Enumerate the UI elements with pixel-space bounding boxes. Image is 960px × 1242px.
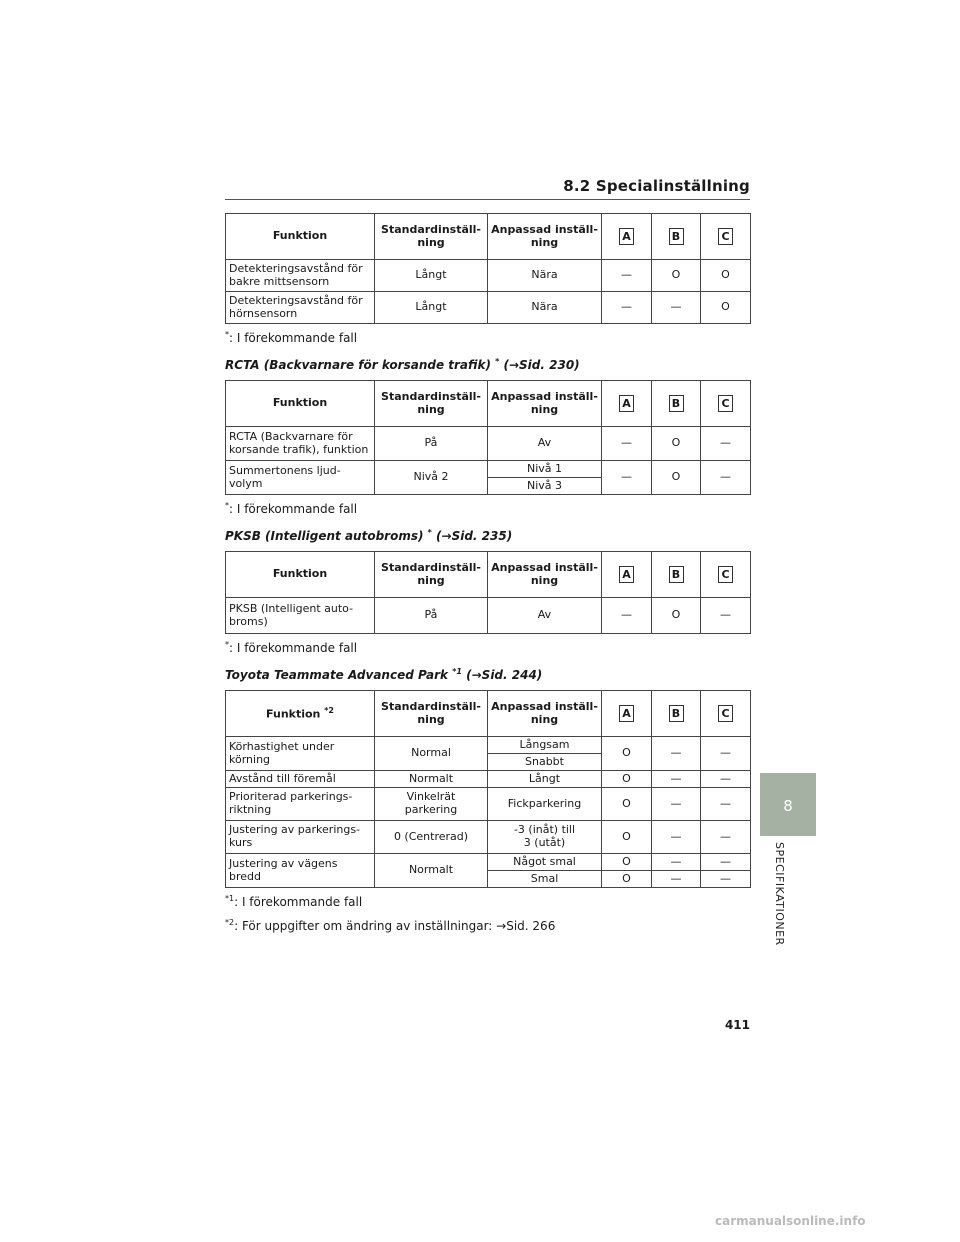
footnote-text: : I förekommande fall [229,502,358,516]
footnote-mark: *1 [225,894,235,903]
page-reference-link[interactable]: (→Sid. 230) [503,358,580,372]
cell-funktion: PKSB (Intelligent auto- broms) [226,598,375,634]
cell-a: — [602,461,652,495]
header-a [602,552,652,598]
cell-c: O [701,260,751,292]
table-header-row [226,381,751,427]
cell-b: — [652,737,701,771]
cell-standard: Normalt [375,854,488,888]
table-row [226,260,751,292]
table-row [226,737,751,754]
cell-b: — [652,771,701,788]
table-row [226,292,751,324]
cell-c: — [701,598,751,634]
cell-funktion: Detekteringsavstånd för hörnsensorn [226,292,375,324]
badge-c-icon: C [718,566,733,583]
section-heading-toyota [225,667,750,682]
header-standard: Standardinställ- ning [375,381,488,427]
cell-anpassad: Nära [488,292,602,324]
header-a [602,381,652,427]
footnote [225,330,750,345]
cell-anpassad: Något smal [488,854,602,871]
header-standard: Standardinställ- ning [375,214,488,260]
header-b [652,691,701,737]
badge-b-icon: B [669,395,684,412]
cell-a: O [602,821,652,854]
badge-a-icon: A [619,395,634,412]
cell-a: O [602,737,652,771]
header-c [701,552,751,598]
badge-c-icon: C [718,705,733,722]
header-funktion [226,691,375,737]
cell-standard: Normal [375,737,488,771]
watermark: carmanualsonline.info [715,1214,866,1228]
cell-funktion: Justering av vägens bredd [226,854,375,888]
cell-b: — [652,788,701,821]
footnote-text: : För uppgifter om ändring av inställningar: →Sid. 266 [234,919,556,933]
header-standard: Standardinställ- ning [375,691,488,737]
cell-b: — [652,871,701,888]
footnote-mark: * [225,640,229,649]
footnote [225,894,750,909]
chapter-number: 8 [783,797,793,815]
section-mark: * [427,528,432,537]
section-heading-rcta [225,357,750,372]
footnote-text: : I förekommande fall [229,331,358,345]
cell-a: O [602,854,652,871]
table-row [226,854,751,871]
footnote-mark: * [225,330,229,339]
header-funktion-text: Funktion [266,707,321,721]
cell-b: — [652,821,701,854]
cell-anpassad: Av [488,427,602,461]
footnote-text: : I förekommande fall [234,895,363,909]
page-number: 411 [724,1018,750,1032]
table-header-row [226,691,751,737]
cell-anpassad: Nivå 1 [488,461,602,478]
header-rule [225,199,750,200]
badge-a-icon: A [619,705,634,722]
settings-table-rcta [225,380,751,495]
header-funktion: Funktion [226,214,375,260]
section-heading-pksb [225,528,750,543]
footnote [225,640,750,655]
badge-b-icon: B [669,566,684,583]
footnote-mark: * [225,501,229,510]
cell-anpassad: Långt [488,771,602,788]
cell-anpassad: Snabbt [488,754,602,771]
cell-b: — [652,292,701,324]
cell-b: — [652,854,701,871]
section-title: 8.2 Specialinställning [563,177,750,195]
cell-anpassad: -3 (inåt) till 3 (utåt) [488,821,602,854]
chapter-tab[interactable] [760,773,816,836]
section-title-text: RCTA (Backvarnare för korsande trafik) [225,358,491,372]
header-anpassad: Anpassad inställ- ning [488,552,602,598]
section-mark: * [495,357,500,366]
header-funktion: Funktion [226,552,375,598]
cell-anpassad: Långsam [488,737,602,754]
badge-a-icon: A [619,228,634,245]
cell-funktion: Justering av parkerings- kurs [226,821,375,854]
cell-c: — [701,821,751,854]
header-b [652,552,701,598]
table-header-row [226,552,751,598]
cell-standard: Nivå 2 [375,461,488,495]
cell-b: O [652,260,701,292]
badge-c-icon: C [718,228,733,245]
cell-b: O [652,427,701,461]
section-title-text: PKSB (Intelligent autobroms) [225,529,424,543]
header-b [652,214,701,260]
badge-a-icon: A [619,566,634,583]
cell-anpassad: Nära [488,260,602,292]
cell-a: — [602,260,652,292]
chapter-label: SPECIFIKATIONER [773,842,786,946]
header-funktion: Funktion [226,381,375,427]
table-row [226,821,751,854]
cell-anpassad: Smal [488,871,602,888]
cell-standard: 0 (Centrerad) [375,821,488,854]
cell-standard: På [375,598,488,634]
cell-a: O [602,871,652,888]
header-c [701,381,751,427]
cell-c: — [701,871,751,888]
header-anpassad: Anpassad inställ- ning [488,214,602,260]
cell-c: — [701,427,751,461]
header-standard: Standardinställ- ning [375,552,488,598]
table-header-row [226,214,751,260]
settings-table-sensors [225,213,751,324]
cell-a: — [602,598,652,634]
cell-standard: På [375,427,488,461]
cell-c: — [701,461,751,495]
page-reference-link[interactable]: (→Sid. 244) [466,668,543,682]
cell-funktion: Körhastighet under körning [226,737,375,771]
cell-funktion: Summertonens ljud- volym [226,461,375,495]
settings-table-toyota [225,690,751,888]
footnote-text: : I förekommande fall [229,641,358,655]
cell-anpassad: Nivå 3 [488,478,602,495]
page-content [225,213,750,933]
badge-b-icon: B [669,228,684,245]
table-row [226,771,751,788]
badge-c-icon: C [718,395,733,412]
cell-c: — [701,854,751,871]
cell-funktion: Avstånd till föremål [226,771,375,788]
cell-c: O [701,292,751,324]
cell-standard: Vinkelrät parkering [375,788,488,821]
cell-anpassad: Av [488,598,602,634]
cell-c: — [701,737,751,771]
cell-funktion: Detekteringsavstånd för bakre mittsensorn [226,260,375,292]
cell-a: O [602,771,652,788]
cell-funktion: RCTA (Backvarnare för korsande trafik), funktion [226,427,375,461]
cell-standard: Normalt [375,771,488,788]
settings-table-pksb [225,551,751,634]
table-row [226,598,751,634]
footnote-mark: *2 [225,918,235,927]
table-row [226,788,751,821]
cell-b: O [652,598,701,634]
cell-a: — [602,427,652,461]
footnote [225,501,750,516]
cell-c: — [701,788,751,821]
header-a [602,691,652,737]
cell-c: — [701,771,751,788]
header-anpassad: Anpassad inställ- ning [488,381,602,427]
cell-standard: Långt [375,260,488,292]
section-title-text: Toyota Teammate Advanced Park [225,668,449,682]
header-c [701,214,751,260]
cell-a: O [602,788,652,821]
cell-funktion: Prioriterad parkerings- riktning [226,788,375,821]
header-c [701,691,751,737]
table-row [226,461,751,478]
cell-b: O [652,461,701,495]
table-row [226,427,751,461]
cell-a: — [602,292,652,324]
page-reference-link[interactable]: (→Sid. 235) [436,529,513,543]
header-b [652,381,701,427]
cell-standard: Långt [375,292,488,324]
cell-anpassad: Fickparkering [488,788,602,821]
footnote [225,918,750,933]
badge-b-icon: B [669,705,684,722]
section-mark: *1 [452,667,462,676]
header-anpassad: Anpassad inställ- ning [488,691,602,737]
header-funktion-mark: *2 [324,705,334,715]
header-a [602,214,652,260]
